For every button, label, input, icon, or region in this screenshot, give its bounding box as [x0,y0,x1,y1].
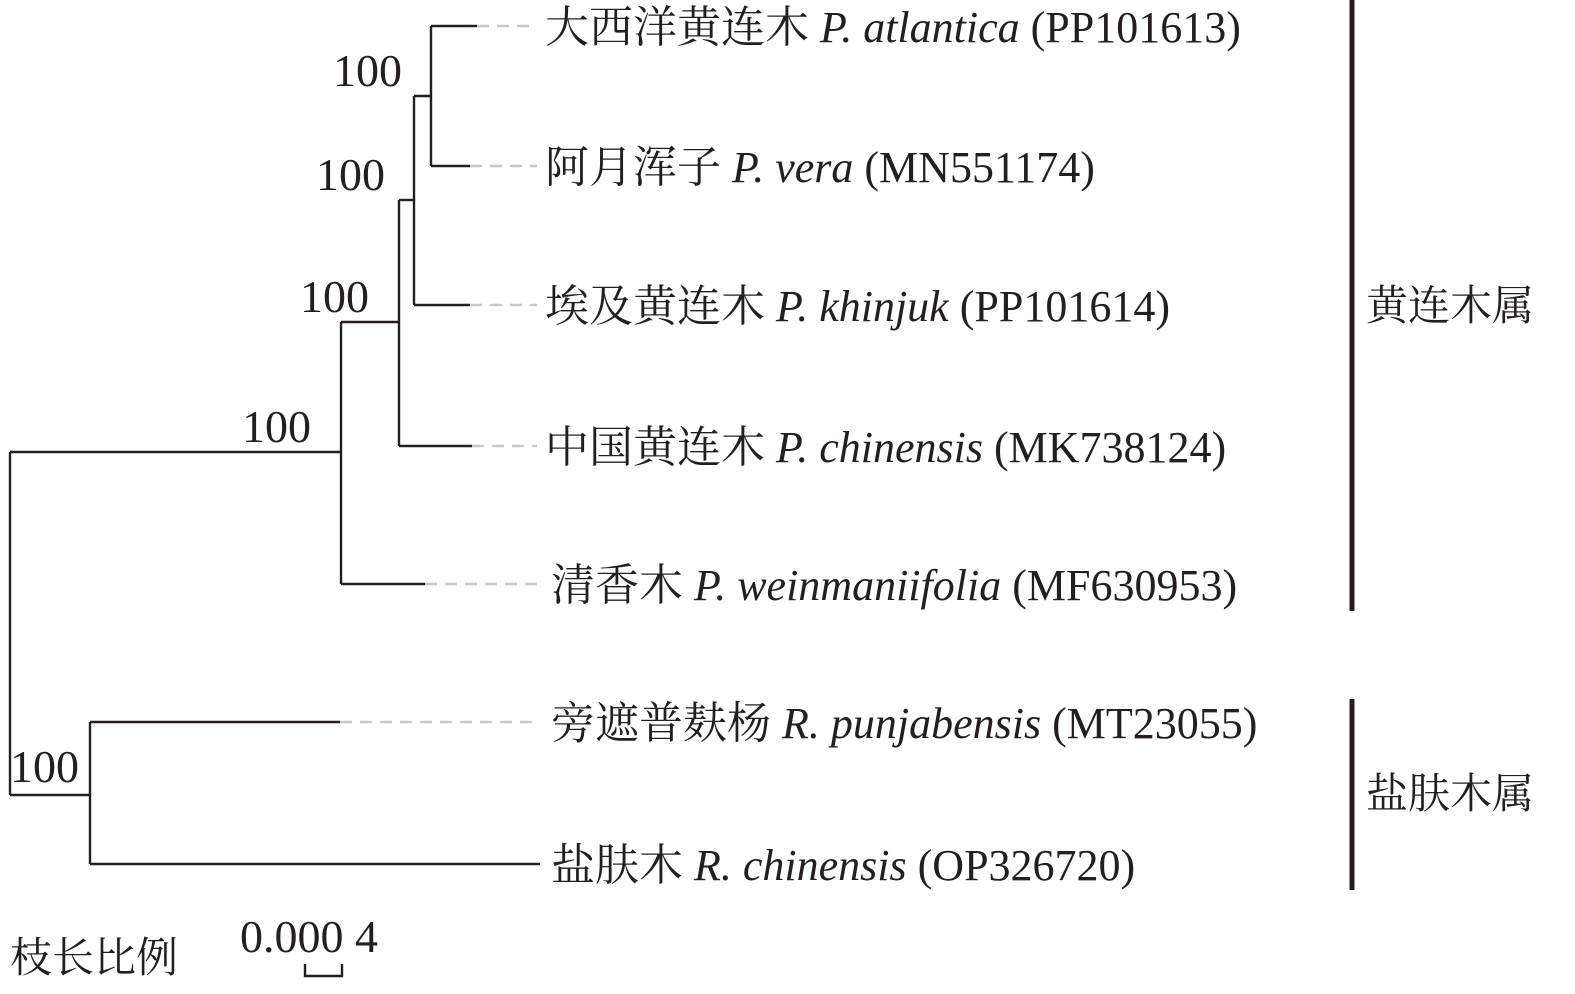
taxon-species-name: P. atlantica [820,3,1020,52]
taxon-chinese-name: 埃及黄连木 [545,282,765,331]
taxon-labels [545,3,1257,890]
leaf-connectors [340,26,537,722]
taxon-label [551,561,1237,610]
taxon-label [545,282,1170,331]
taxon-species-name: P. vera [732,143,854,192]
taxon-label [545,143,1095,192]
taxon-accession: (MT23055) [1052,699,1258,748]
taxon-accession: (MF630953) [1012,561,1238,610]
taxon-species-name: P. weinmaniifolia [694,561,1002,610]
taxon-species-name: R. punjabensis [782,699,1042,748]
scale-bar-line [305,964,342,976]
taxon-chinese-name: 中国黄连木 [545,423,765,472]
bootstrap-atlantica-vera: 100 [333,45,402,96]
genus-brackets [1352,0,1534,890]
taxon-label [551,841,1135,890]
taxon-label [545,423,1226,472]
taxon-label [551,699,1257,748]
taxon-label [545,3,1241,52]
scale-bar-label: 枝长比例 [10,933,179,982]
bootstrap-rhus: 100 [10,741,79,792]
bootstrap-with-chinensis: 100 [300,271,369,322]
taxon-accession: (PP101613) [1030,3,1241,52]
taxon-accession: (MK738124) [993,423,1227,472]
taxon-species-name: P. chinensis [776,423,983,472]
taxon-chinese-name: 大西洋黄连木 [545,3,809,52]
scale-bar-value: 0.000 4 [240,911,378,962]
taxon-species-name: P. khinjuk [776,282,949,331]
bootstrap-values [10,45,402,792]
bootstrap-with-khinjuk: 100 [316,149,385,200]
taxon-chinese-name: 旁遮普麸杨 [551,699,771,748]
taxon-chinese-name: 盐肤木 [551,841,683,890]
scale-bar [10,911,378,982]
taxon-chinese-name: 阿月浑子 [545,143,721,192]
genus-label-rhus: 盐肤木属 [1366,769,1535,818]
taxon-accession: (PP101614) [959,282,1170,331]
genus-label-pistacia: 黄连木属 [1366,281,1535,330]
taxon-accession: (OP326720) [917,841,1136,890]
taxon-accession: (MN551174) [864,143,1095,192]
taxon-species-name: R. chinensis [694,841,907,890]
taxon-chinese-name: 清香木 [551,561,683,610]
bootstrap-pistacia: 100 [242,401,311,452]
